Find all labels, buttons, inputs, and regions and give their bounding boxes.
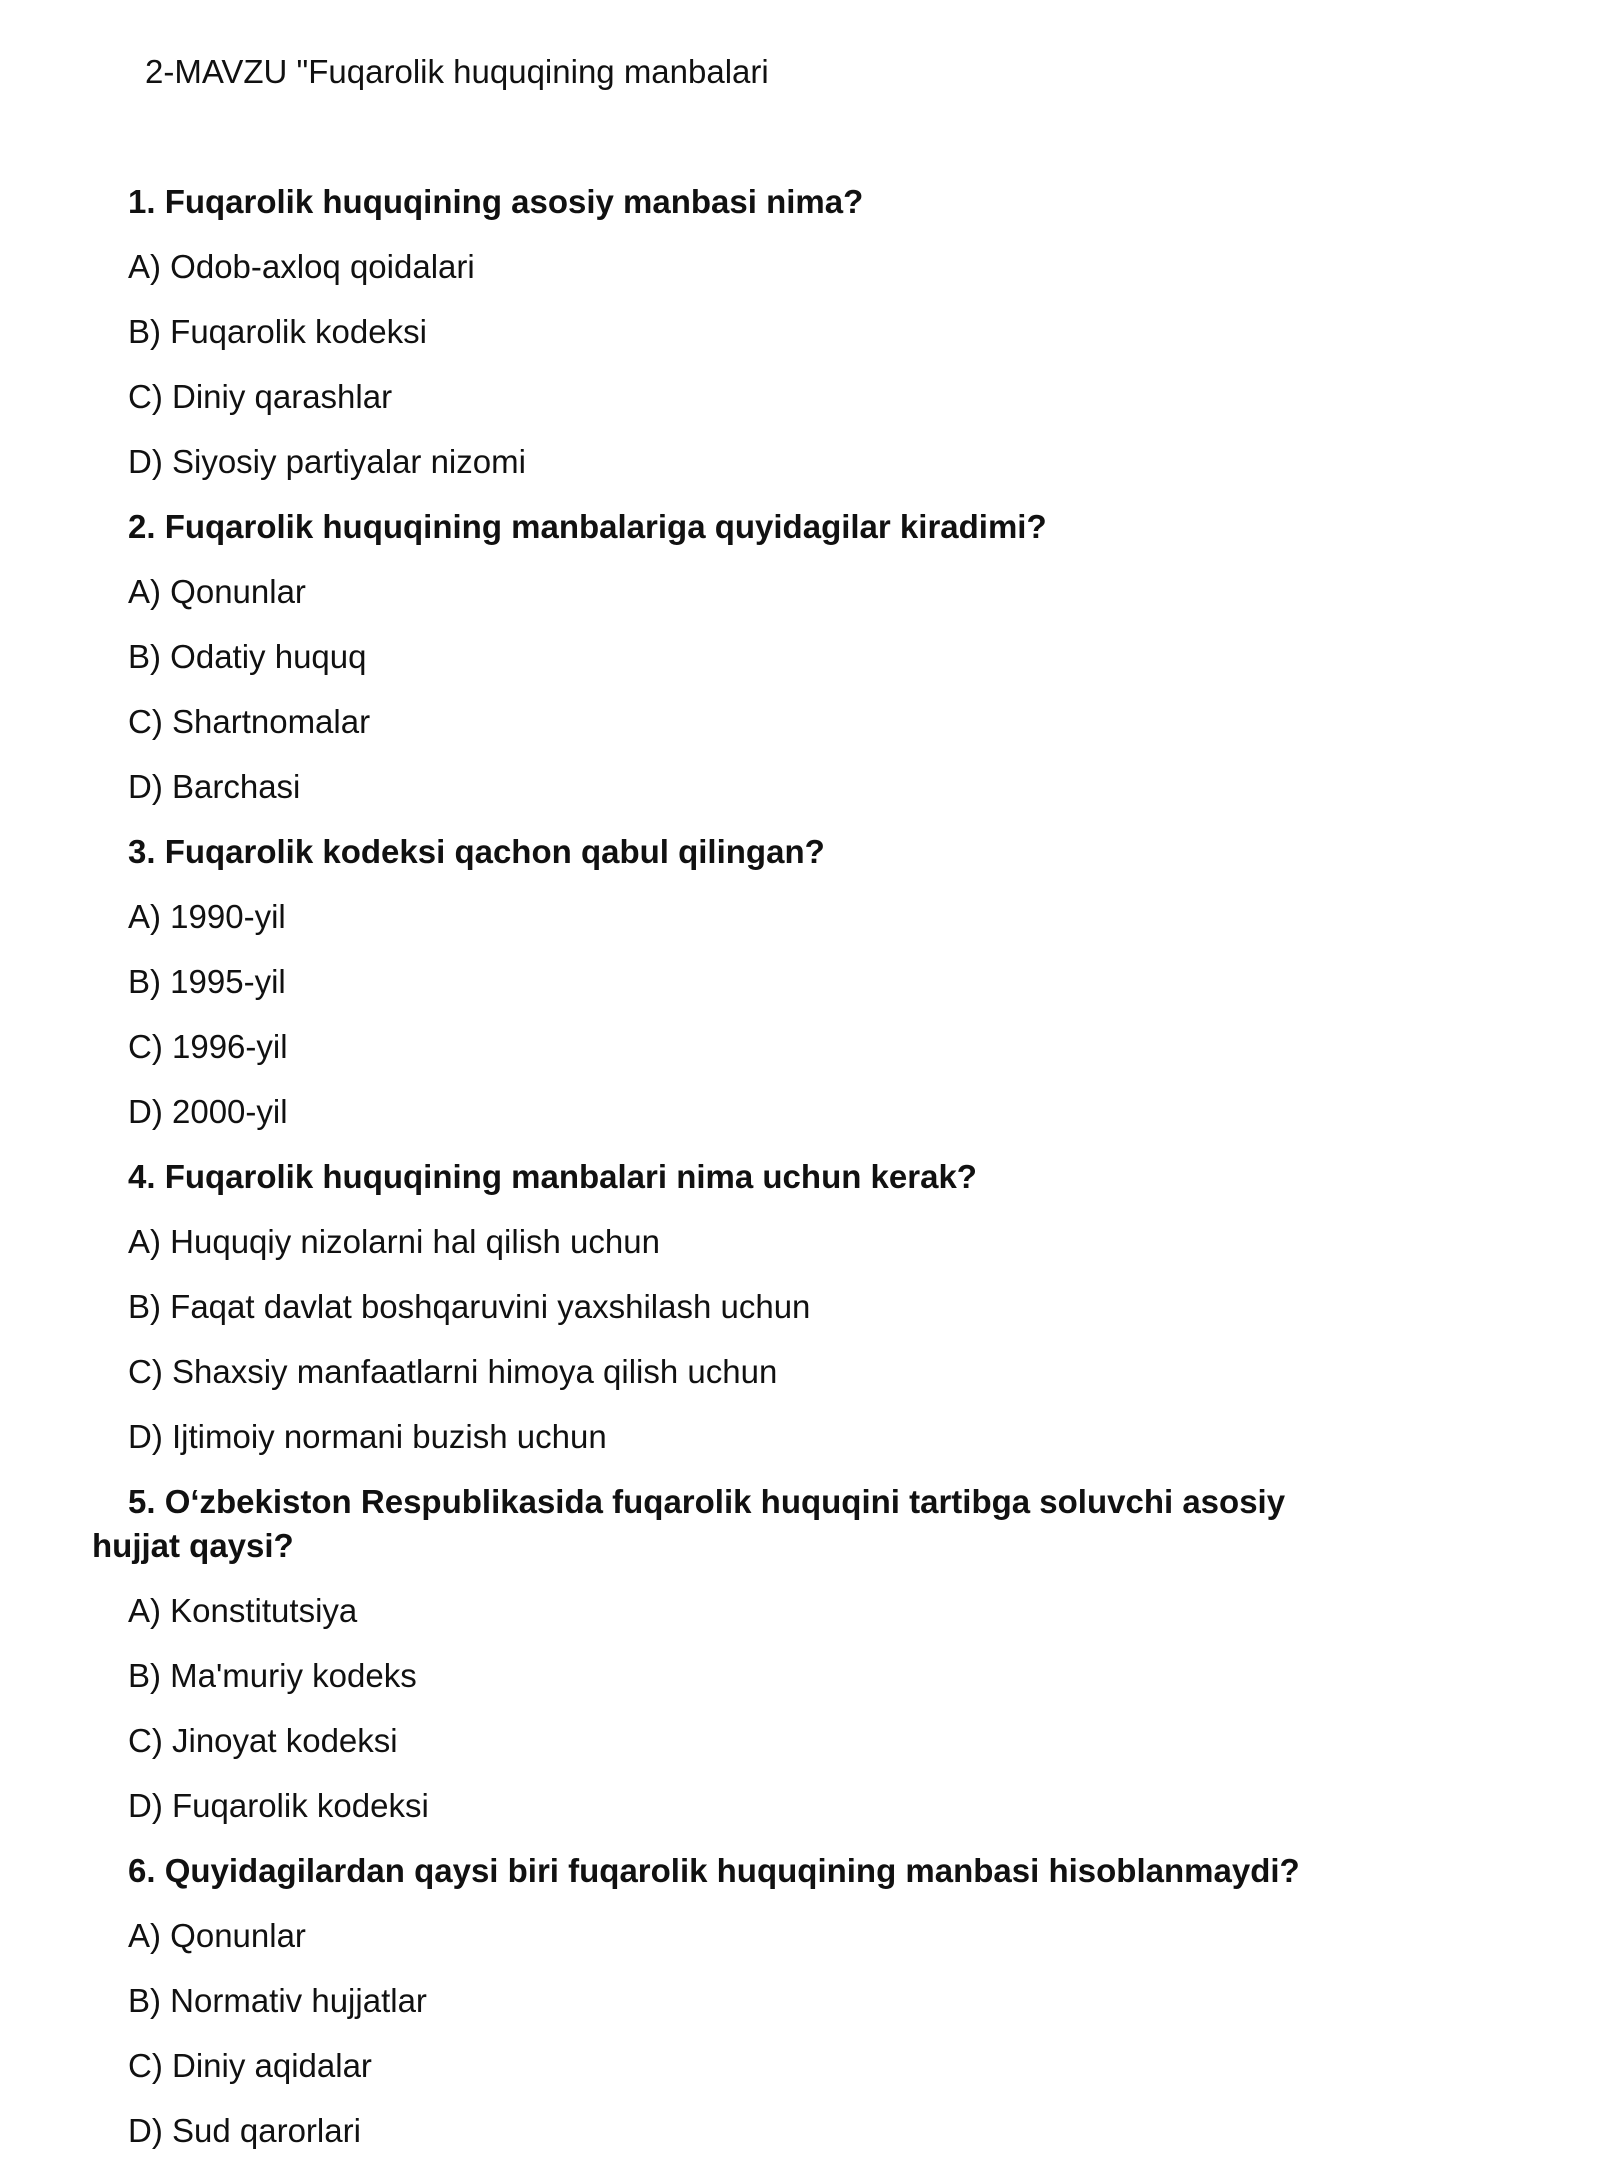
question-text: 3. Fuqarolik kodeksi qachon qabul qilingan? <box>128 833 825 870</box>
question-text: 5. O‘zbekiston Respublikasida fuqarolik huquqini tartibga soluvchi asosiy hujjat qaysi? <box>92 1483 1286 1564</box>
question-block-5 <box>0 1480 1600 1849</box>
question-block-4 <box>0 1155 1600 1480</box>
question-text: 6. Quyidagilardan qaysi biri fuqarolik huquqining manbasi hisoblanmaydi? <box>128 1852 1300 1889</box>
option-c: C) Shaxsiy manfaatlarni himoya qilish uchun <box>128 1353 778 1390</box>
option-d: D) Barchasi <box>128 768 301 805</box>
question-block-1 <box>0 180 1600 505</box>
option-a: A) Odob-axloq qoidalari <box>128 248 475 285</box>
option-c: C) 1996-yil <box>128 1028 288 1065</box>
option-list <box>0 245 1600 505</box>
option-d: D) Siyosiy partiyalar nizomi <box>128 443 526 480</box>
option-a: A) 1990-yil <box>128 898 286 935</box>
option-list <box>0 895 1600 1155</box>
question-text: 4. Fuqarolik huquqining manbalari nima uchun kerak? <box>128 1158 977 1195</box>
question-block-6 <box>0 1849 1600 2174</box>
option-c: C) Diniy qarashlar <box>128 378 393 415</box>
option-b: B) Ma'muriy kodeks <box>128 1657 417 1694</box>
option-c: C) Diniy aqidalar <box>128 2047 372 2084</box>
option-c: C) Shartnomalar <box>128 703 371 740</box>
option-a: A) Konstitutsiya <box>128 1592 358 1629</box>
question-text: 1. Fuqarolik huquqining asosiy manbasi nima? <box>128 183 864 220</box>
option-d: D) Ijtimoiy normani buzish uchun <box>128 1418 607 1455</box>
quiz-list <box>0 180 1600 2174</box>
option-a: A) Qonunlar <box>128 1917 306 1954</box>
option-d: D) 2000-yil <box>128 1093 288 1130</box>
question-block-3 <box>0 830 1600 1155</box>
option-d: D) Sud qarorlari <box>128 2112 361 2149</box>
question-text: 2. Fuqarolik huquqining manbalariga quyidagilar kiradimi? <box>128 508 1047 545</box>
question-block-2 <box>0 505 1600 830</box>
option-b: B) 1995-yil <box>128 963 286 1000</box>
option-b: B) Faqat davlat boshqaruvini yaxshilash uchun <box>128 1288 811 1325</box>
option-list <box>0 1220 1600 1480</box>
option-b: B) Odatiy huquq <box>128 638 367 675</box>
document-title: 2-MAVZU "Fuqarolik huquqining manbalari <box>145 53 769 90</box>
option-c: C) Jinoyat kodeksi <box>128 1722 398 1759</box>
option-a: A) Qonunlar <box>128 573 306 610</box>
option-list <box>0 1914 1600 2174</box>
option-list <box>0 570 1600 830</box>
option-b: B) Fuqarolik kodeksi <box>128 313 427 350</box>
option-list <box>0 1589 1600 1849</box>
option-d: D) Fuqarolik kodeksi <box>128 1787 429 1824</box>
option-b: B) Normativ hujjatlar <box>128 1982 427 2019</box>
option-a: A) Huquqiy nizolarni hal qilish uchun <box>128 1223 660 1260</box>
